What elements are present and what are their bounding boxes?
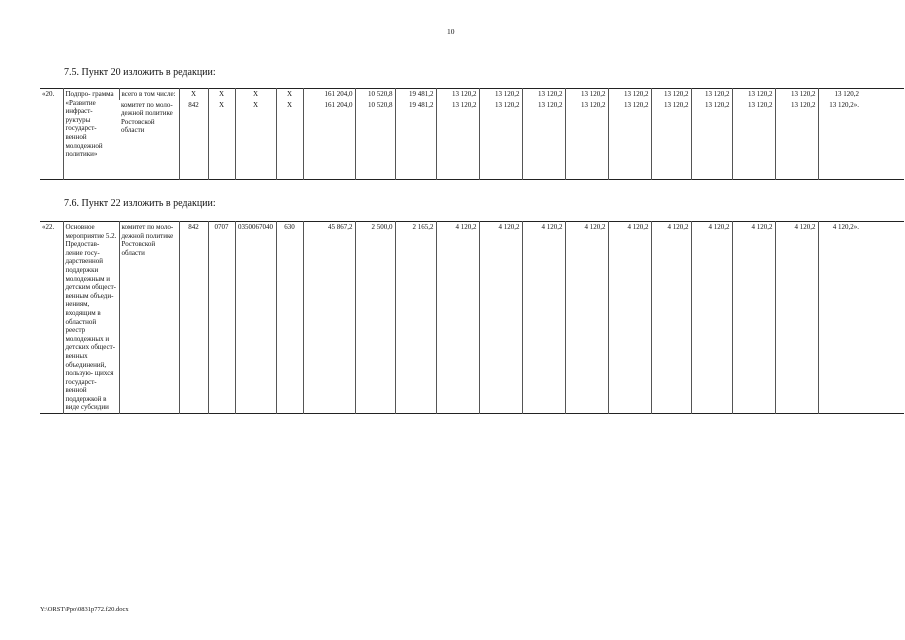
section-heading-7-5: 7.5. Пункт 20 изложить в редакции: <box>64 67 216 78</box>
value-year: 13 120,2». <box>818 100 861 180</box>
table-row <box>40 100 904 180</box>
value-year: 19 481,2 <box>395 89 436 100</box>
page-number: 10 <box>447 27 455 36</box>
code-csr: 0350067040 <box>235 222 276 414</box>
code-vr: 630 <box>276 222 303 414</box>
value-year: 13 120,2 <box>479 100 522 180</box>
value-year: 13 120,2 <box>522 100 565 180</box>
value-year: 13 120,2 <box>732 89 775 100</box>
value-year: 4 120,2 <box>479 222 522 414</box>
table-item-20 <box>40 88 904 180</box>
value-year: 4 120,2 <box>732 222 775 414</box>
code-csr: Х <box>235 100 276 180</box>
value-year: 4 120,2 <box>436 222 479 414</box>
code-grbs: 842 <box>179 222 208 414</box>
code-rzpr: Х <box>208 100 235 180</box>
value-year: 13 120,2 <box>565 100 608 180</box>
code-csr: Х <box>235 89 276 100</box>
subprogram-name: Подпро- грамма «Развитие инфраст- руктуры государст- венной молодежной политики» <box>63 89 119 180</box>
value-year: 4 120,2». <box>818 222 861 414</box>
value-year: 13 120,2 <box>691 89 732 100</box>
table-row <box>40 222 904 414</box>
value-year: 4 120,2 <box>775 222 818 414</box>
value-year: 19 481,2 <box>395 100 436 180</box>
value-year: 13 120,2 <box>608 100 651 180</box>
value-year: 4 120,2 <box>651 222 691 414</box>
code-vr: Х <box>276 100 303 180</box>
executor-cell: всего в том числе: <box>119 89 179 100</box>
row-number: «22. <box>42 223 55 231</box>
value-year: 13 120,2 <box>651 100 691 180</box>
value-year: 4 120,2 <box>522 222 565 414</box>
value-total: 161 204,0 <box>303 100 355 180</box>
section-heading-7-6: 7.6. Пункт 22 изложить в редакции: <box>64 198 216 209</box>
value-year: 13 120,2 <box>691 100 732 180</box>
value-year: 4 120,2 <box>691 222 732 414</box>
table-item-22 <box>40 221 904 414</box>
value-year: 13 120,2 <box>775 100 818 180</box>
value-year: 10 520,8 <box>355 100 395 180</box>
executor-cell: комитет по моло- дежной политике Ростовской области <box>119 222 179 414</box>
value-total: 45 867,2 <box>303 222 355 414</box>
value-year: 13 120,2 <box>775 89 818 100</box>
value-year: 13 120,2 <box>608 89 651 100</box>
value-year: 2 500,0 <box>355 222 395 414</box>
value-year: 13 120,2 <box>732 100 775 180</box>
value-year: 13 120,2 <box>436 89 479 100</box>
value-total: 161 204,0 <box>303 89 355 100</box>
value-year: 2 165,2 <box>395 222 436 414</box>
value-year: 13 120,2 <box>818 89 861 100</box>
value-year: 13 120,2 <box>436 100 479 180</box>
code-grbs: Х <box>179 89 208 100</box>
code-rzpr: Х <box>208 89 235 100</box>
value-year: 4 120,2 <box>565 222 608 414</box>
activity-name: Основное мероприятие 5.2. Предостав- ление госу- дарственной поддержки молодежным и детским общест- венным объеди- нениям, входящим в областной реестр молодежных и детских общест- венных объединений, пользую- щихся государст- венной поддержкой в виде субсидии <box>63 222 119 414</box>
value-year: 13 120,2 <box>565 89 608 100</box>
executor-cell: комитет по моло- дежной политике Ростовской области <box>121 100 173 135</box>
code-rzpr: 0707 <box>208 222 235 414</box>
table-row <box>40 89 904 100</box>
code-vr: Х <box>276 89 303 100</box>
row-number: «20. <box>42 90 55 98</box>
value-year: 4 120,2 <box>608 222 651 414</box>
value-year: 10 520,8 <box>355 89 395 100</box>
value-year: 13 120,2 <box>479 89 522 100</box>
value-year: 13 120,2 <box>651 89 691 100</box>
value-year: 13 120,2 <box>522 89 565 100</box>
code-grbs: 842 <box>179 100 208 180</box>
file-path-footer: Y:\ORST\Ppo\0831p772.f20.docx <box>40 606 129 613</box>
